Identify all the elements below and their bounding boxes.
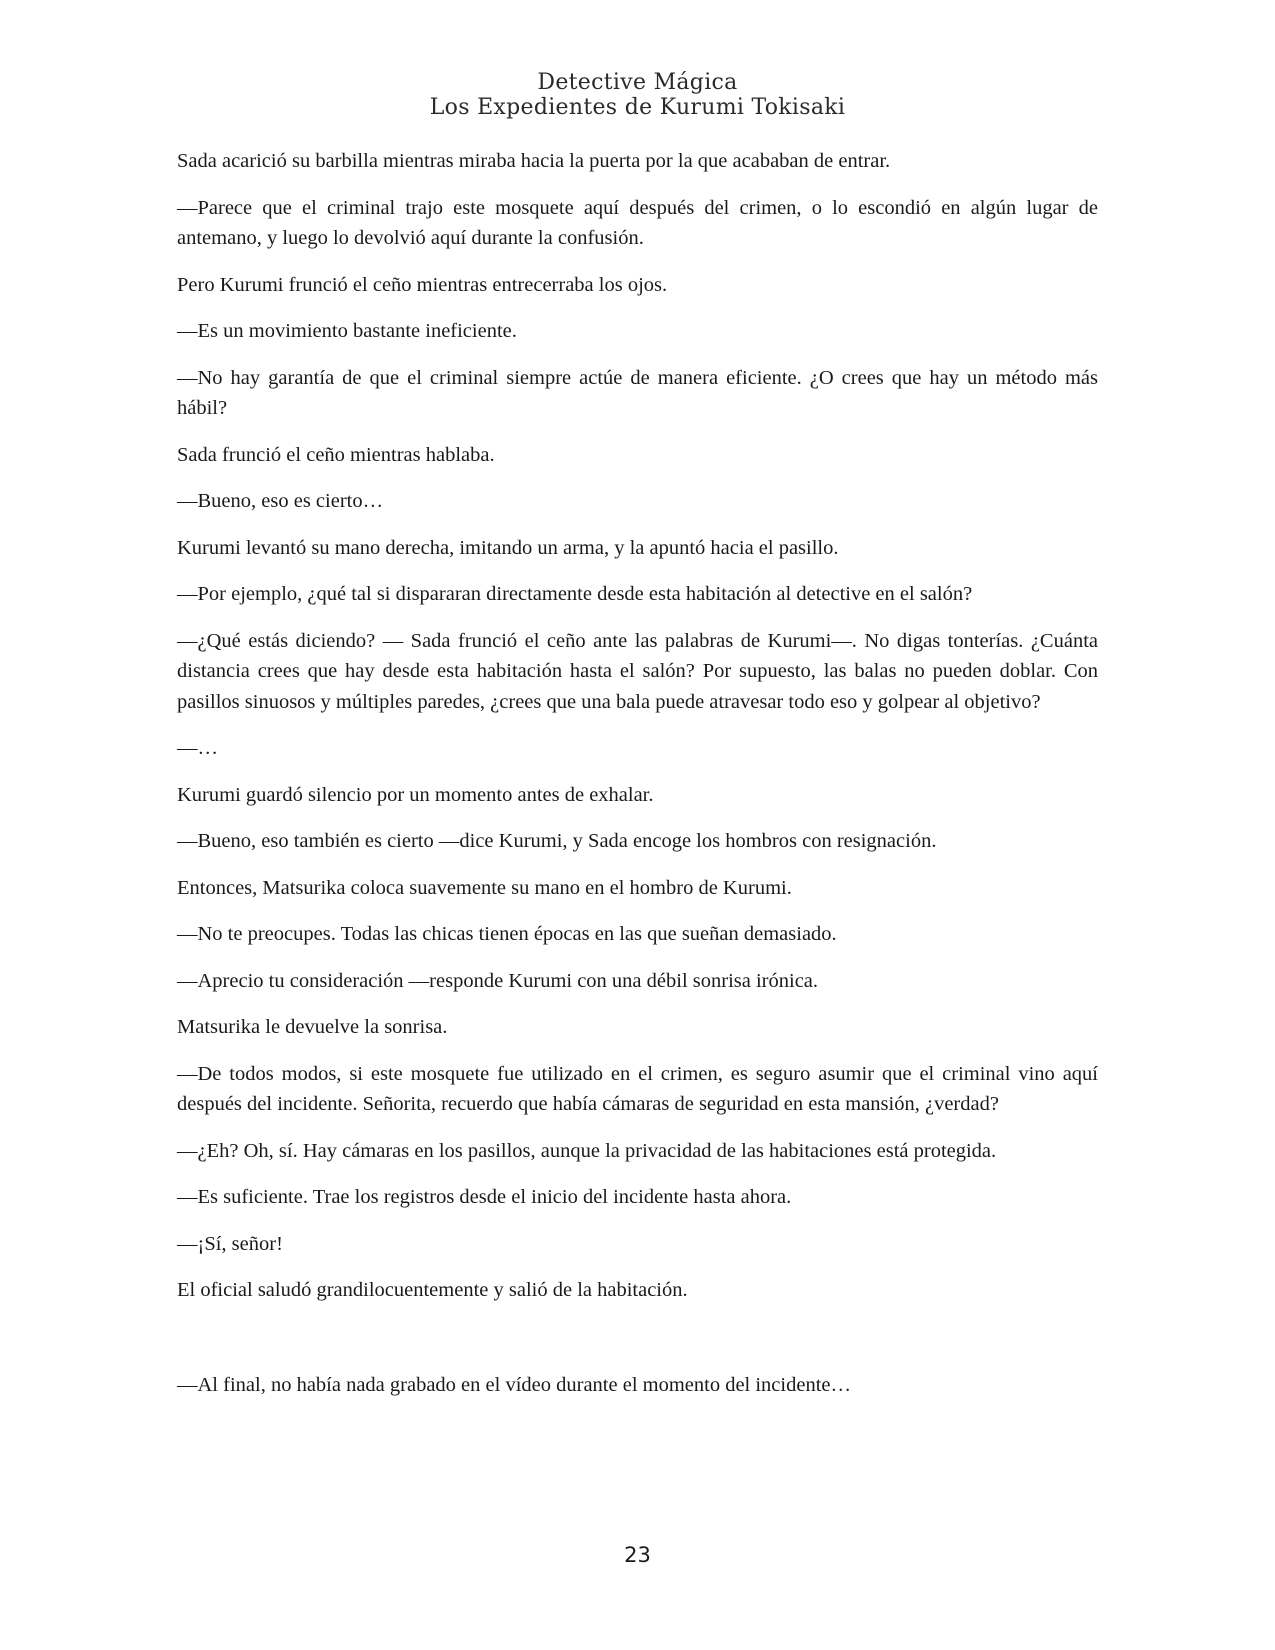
paragraph: Kurumi guardó silencio por un momento antes de exhalar. <box>177 783 654 806</box>
paragraph: —De todos modos, si este mosquete fue utilizado en el crimen, es seguro asumir que el criminal vino aquí después del incidente. Señorita, recuerdo que había cámaras de seguridad en esta mansión, ¿verdad? <box>177 1062 1098 1115</box>
paragraph: Sada frunció el ceño mientras hablaba. <box>177 443 495 466</box>
paragraph: —Aprecio tu consideración —responde Kurumi con una débil sonrisa irónica. <box>177 969 819 992</box>
paragraph: —Es un movimiento bastante ineficiente. <box>177 320 517 342</box>
paragraph: Kurumi levantó su mano derecha, imitando un arma, y la apuntó hacia el pasillo. <box>177 536 839 559</box>
paragraph: —Es suficiente. Trae los registros desde el inicio del incidente hasta ahora. <box>177 1186 792 1208</box>
paragraph: Pero Kurumi frunció el ceño mientras entrecerraba los ojos. <box>177 273 668 296</box>
paragraph: —Parece que el criminal trajo este mosquete aquí después del crimen, o lo escondió en algún lugar de antemano, y luego lo devolvió aquí durante la confusión. <box>177 196 1098 249</box>
paragraph: —… <box>177 737 218 759</box>
paragraph: —No hay garantía de que el criminal siempre actúe de manera eficiente. ¿O crees que hay un método más hábil? <box>177 366 1098 419</box>
paragraph: Matsurika le devuelve la sonrisa. <box>177 1016 448 1038</box>
paragraph: —Por ejemplo, ¿qué tal si dispararan directamente desde esta habitación al detective en el salón? <box>177 583 973 605</box>
running-header <box>0 70 1275 120</box>
paragraph: —¿Eh? Oh, sí. Hay cámaras en los pasillos, aunque la privacidad de las habitaciones está protegida. <box>177 1139 997 1162</box>
paragraph: —¡Sí, señor! <box>177 1232 283 1255</box>
header-book-title: Detective Mágica <box>537 70 738 95</box>
paragraph: El oficial saludó grandilocuentemente y salió de la habitación. <box>177 1279 688 1301</box>
paragraph: —Bueno, eso es cierto… <box>177 490 384 512</box>
paragraph: Sada acarició su barbilla mientras miraba hacia la puerta por la que acababan de entrar. <box>177 150 891 172</box>
paragraph: —No te preocupes. Todas las chicas tienen épocas en las que sueñan demasiado. <box>177 923 837 945</box>
paragraph: —Bueno, eso también es cierto —dice Kurumi, y Sada encoge los hombros con resignación. <box>177 830 937 852</box>
paragraph: —Al final, no había nada grabado en el vídeo durante el momento del incidente… <box>177 1373 851 1396</box>
paragraph: —¿Qué estás diciendo? — Sada frunció el ceño ante las palabras de Kurumi—. No digas tonterías. ¿Cuánta distancia crees que hay desde esta habitación hasta el salón? Por supuesto, las balas no pueden doblar. Con pasillos sinuosos y múltiples paredes, ¿crees que una bala puede atravesar todo eso y golpear al objetivo? <box>177 629 1098 713</box>
header-book-subtitle: Los Expedientes de Kurumi Tokisaki <box>429 95 846 120</box>
paragraph: Entonces, Matsurika coloca suavemente su mano en el hombro de Kurumi. <box>177 876 792 899</box>
page-number: 23 <box>624 1543 651 1567</box>
body-text <box>177 146 1098 1416</box>
